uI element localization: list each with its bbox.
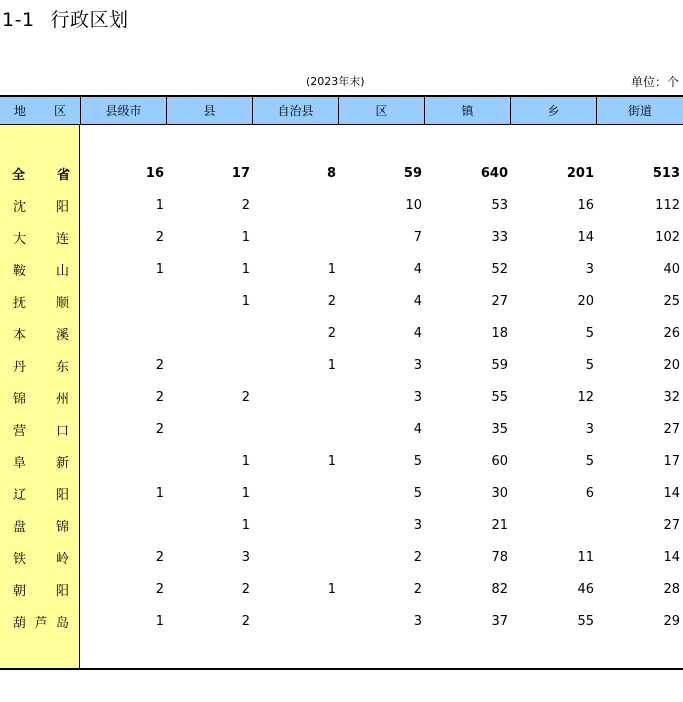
region-name	[0, 610, 80, 632]
region-name-char: 岛	[55, 615, 69, 631]
region-name	[0, 194, 80, 216]
table-cell: 14	[663, 485, 680, 501]
table-cell: 59	[403, 165, 422, 181]
table-cell: 1	[241, 293, 250, 309]
region-name-char: 溪	[55, 327, 69, 343]
region-name	[0, 386, 80, 408]
table-cell	[80, 290, 164, 312]
region-name-char: 顺	[55, 295, 69, 311]
region-name-char: 东	[55, 359, 69, 375]
table-cell	[166, 322, 250, 344]
table-cell: 4	[413, 293, 422, 309]
table-cell	[166, 418, 250, 440]
table-cell	[252, 226, 336, 248]
table-subtitle: (2023年末)	[306, 75, 365, 88]
region-name-char: 锦	[13, 391, 27, 407]
table-cell: 1	[327, 581, 336, 597]
table-cell: 1	[241, 453, 250, 469]
table-cell: 46	[577, 581, 594, 597]
region-name	[0, 290, 80, 312]
table-cell: 16	[145, 165, 164, 181]
table-row	[0, 258, 683, 280]
table-row	[0, 578, 683, 600]
table-cell: 40	[663, 261, 680, 277]
table-cell: 112	[655, 197, 680, 213]
table-cell: 1	[241, 517, 250, 533]
table-cell: 29	[663, 613, 680, 629]
title-number: 1-1	[2, 9, 35, 31]
table-cell: 2	[241, 389, 250, 405]
table-cell: 2	[241, 581, 250, 597]
bottom-rule	[0, 668, 683, 670]
header-region	[0, 97, 80, 124]
table-row	[0, 482, 683, 504]
table-cell: 17	[231, 165, 250, 181]
table-total-row	[0, 162, 683, 184]
table-cell: 20	[577, 293, 594, 309]
table-cell: 59	[491, 357, 508, 373]
region-name-char: 口	[55, 423, 69, 439]
table-cell: 8	[326, 165, 336, 181]
table-cell: 20	[663, 357, 680, 373]
region-name-char: 连	[55, 231, 69, 247]
table-cell	[80, 514, 164, 536]
region-name-char: 阳	[55, 487, 69, 503]
unit-label: 单位：个	[630, 75, 679, 89]
table-cell: 14	[663, 549, 680, 565]
table-cell: 3	[241, 549, 250, 565]
table-cell: 26	[663, 325, 680, 341]
table-cell: 55	[577, 613, 594, 629]
table-cell: 3	[585, 261, 594, 277]
table-cell: 11	[577, 549, 594, 565]
region-name-char: 芦	[34, 615, 48, 631]
table-cell	[252, 194, 336, 216]
region-name-char: 铁	[13, 551, 27, 567]
table-cell: 25	[663, 293, 680, 309]
table-cell: 2	[155, 549, 164, 565]
table-cell: 5	[585, 453, 594, 469]
table-cell	[252, 546, 336, 568]
table-cell: 27	[663, 421, 680, 437]
table-cell: 35	[491, 421, 508, 437]
table-cell: 1	[155, 197, 164, 213]
region-name-char: 丹	[13, 359, 27, 375]
region-name	[0, 226, 80, 248]
table-cell: 18	[491, 325, 508, 341]
region-name	[0, 322, 80, 344]
region-name-char: 州	[55, 391, 69, 407]
table-cell: 4	[413, 325, 422, 341]
table-row	[0, 386, 683, 408]
table-cell: 10	[405, 197, 422, 213]
table-cell: 513	[652, 165, 680, 181]
region-name	[0, 546, 80, 568]
table-cell	[252, 482, 336, 504]
table-cell: 78	[491, 549, 508, 565]
table-cell: 7	[413, 229, 422, 245]
region-name-char: 盘	[13, 519, 27, 535]
header-autonomous-county: 自治县	[252, 97, 338, 124]
header-county-city: 县级市	[80, 97, 166, 124]
table-cell: 2	[413, 549, 422, 565]
table-cell	[252, 418, 336, 440]
table-cell: 12	[577, 389, 594, 405]
table-cell: 2	[327, 293, 336, 309]
table-row	[0, 226, 683, 248]
table-cell	[166, 354, 250, 376]
table-cell	[80, 322, 164, 344]
table-cell: 2	[155, 229, 164, 245]
table-cell	[252, 610, 336, 632]
table-cell: 1	[155, 613, 164, 629]
table-row	[0, 194, 683, 216]
region-name-char: 山	[55, 263, 69, 279]
region-name-char: 朝	[13, 583, 27, 599]
table-cell: 14	[577, 229, 594, 245]
table-cell: 28	[663, 581, 680, 597]
header-region-char: 区	[53, 104, 66, 118]
region-name	[0, 514, 80, 536]
region-name	[0, 258, 80, 280]
region-name	[0, 482, 80, 504]
table-cell: 201	[566, 165, 594, 181]
header-county: 县	[166, 97, 252, 124]
table-cell: 1	[155, 485, 164, 501]
table-cell: 33	[491, 229, 508, 245]
table-cell: 640	[480, 165, 508, 181]
table-cell: 1	[327, 453, 336, 469]
table-cell	[510, 514, 594, 536]
table-cell: 2	[155, 357, 164, 373]
region-name	[0, 418, 80, 440]
table-cell: 5	[585, 357, 594, 373]
table-row	[0, 610, 683, 632]
table-cell: 2	[241, 613, 250, 629]
table-row	[0, 450, 683, 472]
region-name-char: 新	[55, 455, 69, 471]
region-name	[0, 354, 80, 376]
table-cell	[252, 386, 336, 408]
region-name-char: 葫	[13, 615, 27, 631]
region-name-char: 阳	[55, 583, 69, 599]
table-row	[0, 354, 683, 376]
table-row	[0, 514, 683, 536]
table-cell: 2	[413, 581, 422, 597]
table-row	[0, 290, 683, 312]
table-cell: 55	[491, 389, 508, 405]
region-name-char: 鞍	[13, 263, 27, 279]
region-name-char: 省	[56, 167, 70, 183]
table-cell: 53	[491, 197, 508, 213]
table-cell: 5	[585, 325, 594, 341]
region-name-char: 本	[13, 327, 27, 343]
table-cell: 1	[241, 485, 250, 501]
table-cell: 60	[491, 453, 508, 469]
table-cell: 5	[413, 453, 422, 469]
region-name-char: 锦	[55, 519, 69, 535]
table-cell: 3	[413, 613, 422, 629]
region-name-char: 抚	[13, 295, 27, 311]
header-region-char: 地	[14, 104, 27, 118]
table-cell: 32	[663, 389, 680, 405]
region-name-char: 阜	[13, 455, 27, 471]
region-name-char: 沈	[13, 199, 27, 215]
table-cell	[80, 450, 164, 472]
table-cell: 3	[585, 421, 594, 437]
title-text: 行政区划	[50, 9, 129, 31]
table-cell: 82	[491, 581, 508, 597]
table-cell: 1	[241, 261, 250, 277]
table-cell: 3	[413, 389, 422, 405]
region-name	[0, 578, 80, 600]
table-cell: 1	[155, 261, 164, 277]
table-cell: 1	[241, 229, 250, 245]
table-cell: 2	[155, 421, 164, 437]
table-cell	[252, 514, 336, 536]
table-cell: 16	[577, 197, 594, 213]
region-name	[0, 162, 80, 184]
table-row	[0, 546, 683, 568]
region-name-char: 全	[12, 167, 26, 183]
table-cell: 5	[413, 485, 422, 501]
table-cell: 52	[491, 261, 508, 277]
table-cell: 3	[413, 517, 422, 533]
region-name-char: 岭	[55, 551, 69, 567]
table-cell: 4	[413, 261, 422, 277]
header-subdistrict: 街道	[596, 97, 683, 124]
table-cell: 2	[155, 389, 164, 405]
page-title	[2, 5, 129, 32]
header-township: 乡	[510, 97, 596, 124]
table-cell: 2	[155, 581, 164, 597]
table-cell: 1	[327, 357, 336, 373]
table-cell: 37	[491, 613, 508, 629]
table-cell: 4	[413, 421, 422, 437]
table-cell: 2	[241, 197, 250, 213]
table-cell: 27	[491, 293, 508, 309]
region-name-char: 阳	[55, 199, 69, 215]
table-cell: 21	[491, 517, 508, 533]
table-cell: 27	[663, 517, 680, 533]
table-cell: 30	[491, 485, 508, 501]
header-rule	[0, 124, 683, 125]
table-cell: 17	[663, 453, 680, 469]
region-name-char: 大	[13, 231, 27, 247]
region-name-char: 营	[13, 423, 27, 439]
table-row	[0, 322, 683, 344]
table-cell: 6	[585, 485, 594, 501]
region-name	[0, 450, 80, 472]
table-cell: 102	[655, 229, 680, 245]
table-cell: 2	[327, 325, 336, 341]
header-town: 镇	[424, 97, 510, 124]
table-cell: 3	[413, 357, 422, 373]
header-district: 区	[338, 97, 424, 124]
table-row	[0, 418, 683, 440]
region-name-char: 辽	[13, 487, 27, 503]
table-cell: 1	[327, 261, 336, 277]
